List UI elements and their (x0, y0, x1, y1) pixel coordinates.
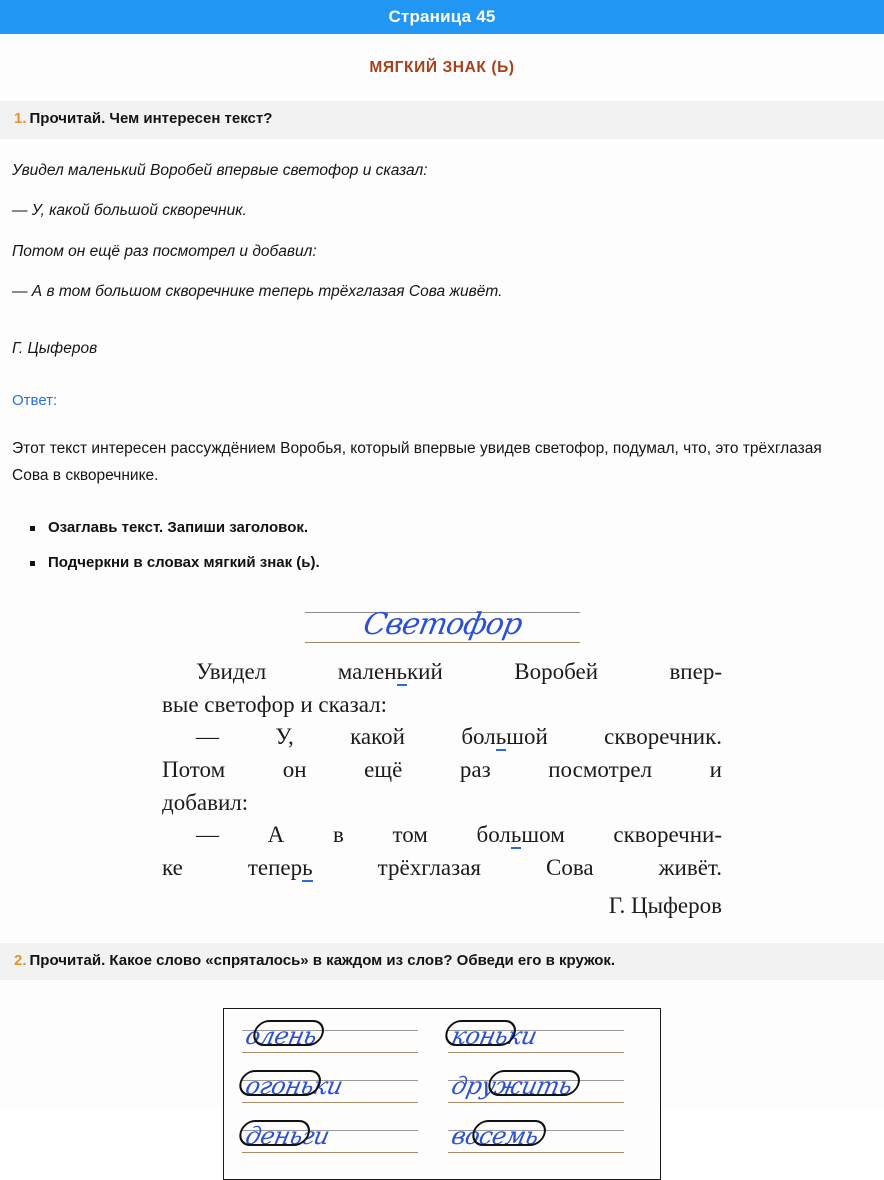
exercise-grid (224, 1009, 660, 1179)
task-2-prompt: Прочитай. Какое слово «спряталось» в каждом из слов? Обведи его в кружок. (29, 951, 616, 969)
story-line-4: — А в том большом скворечнике теперь трёхглазая Сова живёт. (12, 283, 503, 301)
scan-line-3: — У, какой большой скворечник. (196, 724, 722, 750)
exercise-word-6: восемь (449, 1122, 542, 1151)
exercise-word-2: коньки (449, 1022, 540, 1051)
exercise-cell-2 (442, 1019, 648, 1069)
soft-sign-mark: ь (510, 822, 522, 848)
story-line-3: Потом он ещё раз посмотрел и добавил: (12, 242, 317, 260)
scanned-text-block (162, 604, 722, 919)
soft-sign-mark: ь (396, 659, 407, 684)
page-title: Страница 45 (388, 7, 496, 26)
exercise-cell-3 (236, 1069, 442, 1119)
task-1-banner (0, 101, 884, 139)
scan-line-7: ке теперь трёхглазая Сова живёт. (162, 854, 723, 880)
scan-line-1: Увидел маленький Воробей впер- (196, 659, 722, 684)
scan-paragraph (162, 656, 722, 885)
story-author: Г. Цыферов (12, 339, 98, 357)
circled-word: конь (449, 1022, 511, 1051)
answer-label: Ответ: (12, 391, 58, 409)
exercise-word-1: олень (243, 1022, 320, 1051)
scan-line-2: вые светофор и сказал: (162, 691, 387, 717)
handwritten-title: Светофор (359, 607, 525, 642)
story-line-2: — У, какой большой скворечник. (12, 202, 247, 220)
story-line-1: Увидел маленький Воробей впервые светофор и сказал: (12, 161, 428, 179)
circled-word: семь (476, 1122, 542, 1151)
sub-task-item-2: Подчеркни в словах мягкий знак (ь). (30, 554, 872, 572)
exercise-cell-5 (236, 1119, 442, 1169)
answer-text: Этот текст интересен рассуждёнием Воробья, который впервые увидев светофор, подумал, что, это трёхглазая Сова в скворечнике. (12, 439, 822, 484)
circled-word: лень (256, 1022, 320, 1051)
scan-line-5: добавил: (162, 789, 249, 815)
scan-line-4: Потом он ещё раз посмотрел и (162, 756, 722, 782)
exercise-word-4: дружить (449, 1072, 575, 1101)
exercise-cell-6 (442, 1119, 648, 1169)
soft-sign-mark: ь (302, 854, 313, 880)
circled-word: огонь (243, 1072, 317, 1101)
task-1-content (0, 139, 884, 919)
exercise-cell-1 (236, 1019, 442, 1069)
task-1-prompt: Прочитай. Чем интересен текст? (29, 110, 273, 127)
exercise-word-5: деньги (243, 1122, 332, 1151)
circled-word: день (243, 1122, 306, 1151)
sub-task-item-1: Озаглавь текст. Запиши заголовок. (30, 519, 872, 537)
scan-author: Г. Цыферов (608, 892, 722, 918)
circled-word: жить (492, 1072, 575, 1101)
task-2-number: 2. (14, 951, 27, 969)
sub-task-list (12, 489, 872, 572)
handwritten-title-rules (305, 604, 580, 650)
page-header-bar (0, 0, 884, 34)
exercise-box (223, 1008, 661, 1180)
exercise-word-3: огоньки (243, 1072, 346, 1101)
task-2-banner (0, 943, 884, 981)
task-1-number: 1. (14, 110, 27, 127)
soft-sign-mark: ь (495, 724, 507, 750)
scan-line-6: — А в том большом скворечни- (196, 822, 722, 848)
exercise-cell-4 (442, 1069, 648, 1119)
topic-title: МЯГКИЙ ЗНАК (Ь) (369, 59, 515, 76)
